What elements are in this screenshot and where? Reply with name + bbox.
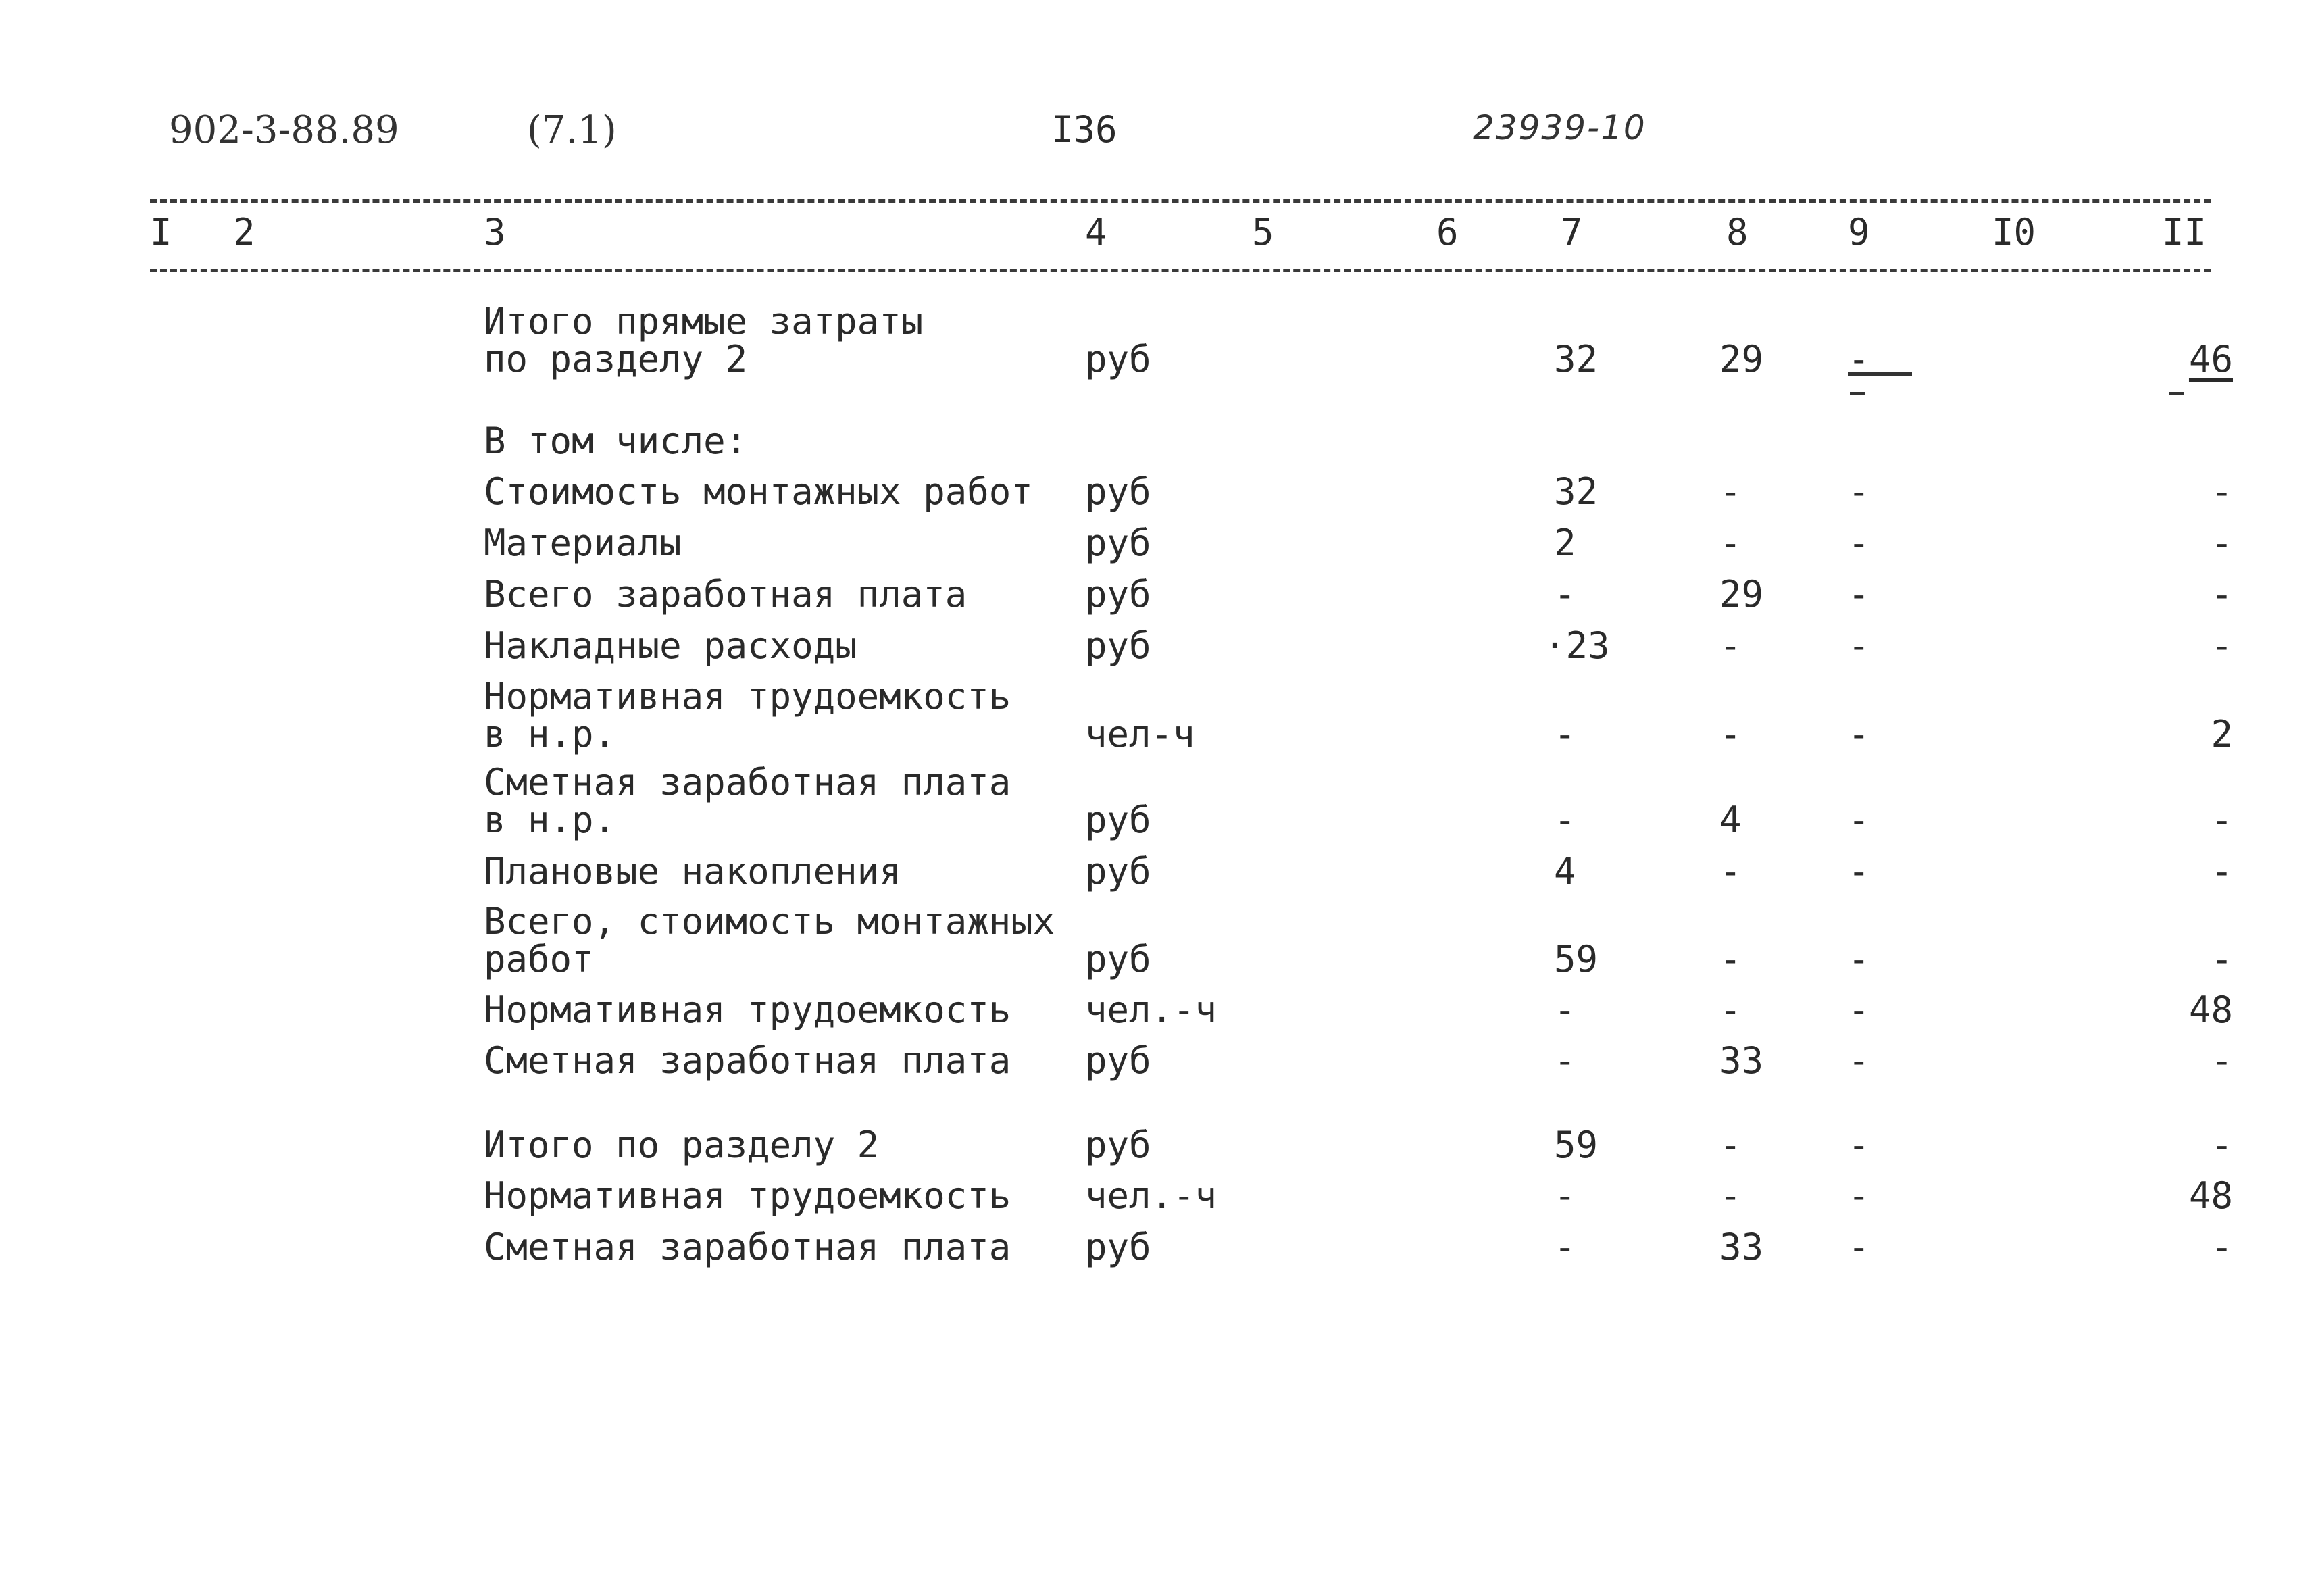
row-unit: руб bbox=[1085, 938, 1151, 980]
row-unit: руб bbox=[1085, 573, 1151, 616]
row-col8-value: 33 bbox=[1719, 1039, 1764, 1082]
row-label: Итого по разделу 2 bbox=[484, 1124, 880, 1166]
col9-total-underline bbox=[1848, 372, 1912, 376]
row-col8-value: - bbox=[1719, 850, 1742, 893]
row-col9-value: - bbox=[1848, 713, 1870, 755]
column-number-8: 8 bbox=[1726, 211, 1749, 253]
row-col8-value: - bbox=[1719, 522, 1742, 564]
row-col9-value: - bbox=[1848, 1174, 1870, 1217]
row-col11-value: - bbox=[2211, 624, 2233, 667]
row-col7-value: 59 bbox=[1554, 1124, 1599, 1166]
row-col9-value: - bbox=[1848, 1124, 1870, 1166]
row-label: Нормативная трудоемкость bbox=[484, 1174, 1011, 1217]
page-number: I36 bbox=[1051, 108, 1117, 151]
row-col11-value: - bbox=[2211, 573, 2233, 616]
table-row-labor-intensity-overhead bbox=[0, 675, 2314, 755]
table-row-overhead bbox=[0, 624, 2314, 681]
row-col9-value: - bbox=[1848, 573, 1870, 616]
column-number-5: 5 bbox=[1252, 211, 1274, 253]
row-col8-value: - bbox=[1719, 713, 1742, 755]
column-number-1: I bbox=[150, 211, 172, 253]
row-col9-value: - bbox=[1848, 989, 1870, 1031]
row-col11-value: - bbox=[2211, 850, 2233, 893]
column-number-4: 4 bbox=[1085, 211, 1107, 253]
row-label-line1: Нормативная трудоемкость bbox=[484, 675, 1011, 718]
row-col7-value: - bbox=[1554, 799, 1576, 841]
table-row-section-estimated-wages bbox=[0, 1228, 2314, 1282]
row-col7-value: 4 bbox=[1554, 850, 1576, 893]
row-label: Материалы bbox=[484, 522, 682, 564]
row-col11-value: 48 bbox=[2188, 989, 2233, 1031]
row-col8-value: - bbox=[1719, 1124, 1742, 1166]
row-unit: руб bbox=[1085, 799, 1151, 841]
col9-total-double-dash bbox=[1850, 392, 1865, 395]
row-label-line1: Сметная заработная плата bbox=[484, 761, 1011, 803]
row-col7-value: 2 bbox=[1554, 522, 1576, 564]
row-label-line1: Итого прямые затраты bbox=[484, 300, 924, 343]
column-number-9: 9 bbox=[1848, 211, 1870, 253]
col11-total-double-dash bbox=[2169, 392, 2184, 395]
row-col11-value: - bbox=[2211, 1226, 2233, 1268]
row-col7-value: - bbox=[1554, 1174, 1576, 1217]
row-col8-value: - bbox=[1719, 470, 1742, 513]
table-row-including bbox=[0, 422, 2314, 476]
table-row-estimated-wages-overhead bbox=[0, 761, 2314, 841]
column-number-7: 7 bbox=[1561, 211, 1583, 253]
table-row-installation-cost bbox=[0, 470, 2314, 527]
table-row-materials bbox=[0, 524, 2314, 578]
row-label-line2: в н.р. bbox=[484, 799, 616, 841]
row-unit: руб bbox=[1085, 1039, 1151, 1082]
row-label-line2: по разделу 2 bbox=[484, 338, 748, 380]
row-label: Сметная заработная плата bbox=[484, 1226, 1011, 1268]
row-col8-value: 29 bbox=[1719, 573, 1764, 616]
row-col7-value: ·23 bbox=[1544, 624, 1610, 667]
row-unit: чел-ч bbox=[1085, 713, 1195, 755]
row-col7-value: - bbox=[1554, 989, 1576, 1031]
row-unit: чел.-ч bbox=[1085, 1174, 1217, 1217]
column-number-6: 6 bbox=[1436, 211, 1459, 253]
row-col9-value: - bbox=[1848, 470, 1870, 513]
row-col9-value: - bbox=[1848, 1039, 1870, 1082]
row-unit: руб bbox=[1085, 1124, 1151, 1166]
row-col7-value: - bbox=[1554, 1039, 1576, 1082]
row-col11-value: - bbox=[2211, 522, 2233, 564]
table-row-section-total bbox=[0, 1126, 2314, 1180]
archive-number: 23939-10 bbox=[1473, 108, 1646, 147]
table-row-total-direct-costs bbox=[0, 300, 2314, 380]
row-col11-value: - bbox=[2211, 1124, 2233, 1166]
row-unit: руб bbox=[1085, 338, 1151, 380]
row-label: Накладные расходы bbox=[484, 624, 857, 667]
column-number-10: I0 bbox=[1992, 211, 2036, 253]
row-col7-value: 59 bbox=[1554, 938, 1599, 980]
row-label: Стоимость монтажных работ bbox=[484, 470, 1033, 513]
row-col8-value: - bbox=[1719, 1174, 1742, 1217]
row-col9-value: - bbox=[1848, 799, 1870, 841]
table-row-total-installation-cost bbox=[0, 900, 2314, 980]
row-col11-value: - bbox=[2211, 799, 2233, 841]
row-col7-value: - bbox=[1554, 573, 1576, 616]
row-col8-value: - bbox=[1719, 989, 1742, 1031]
column-number-3: 3 bbox=[484, 211, 506, 253]
row-label: Нормативная трудоемкость bbox=[484, 989, 1011, 1031]
row-col7-value: - bbox=[1554, 713, 1576, 755]
row-label: Сметная заработная плата bbox=[484, 1039, 1011, 1082]
table-row-labor-intensity bbox=[0, 991, 2314, 1045]
row-label-line1: Всего, стоимость монтажных bbox=[484, 900, 1055, 943]
row-col7-value: - bbox=[1554, 1226, 1576, 1268]
row-col11-value: 2 bbox=[2211, 713, 2233, 755]
row-col9-value: - bbox=[1848, 1226, 1870, 1268]
row-unit: руб bbox=[1085, 850, 1151, 893]
row-col11-value: 48 bbox=[2188, 1174, 2233, 1217]
table-row-section-labor-intensity bbox=[0, 1174, 2314, 1231]
section-number: (7.1) bbox=[527, 108, 617, 152]
row-unit: руб bbox=[1085, 522, 1151, 564]
row-col8-value: 29 bbox=[1719, 338, 1764, 380]
row-unit: руб bbox=[1085, 624, 1151, 667]
table-row-total-wages bbox=[0, 573, 2314, 630]
row-unit: чел.-ч bbox=[1085, 989, 1217, 1031]
row-col7-value: 32 bbox=[1554, 338, 1599, 380]
row-col9-value: - bbox=[1848, 850, 1870, 893]
row-col11-value: - bbox=[2211, 470, 2233, 513]
row-col8-value: 33 bbox=[1719, 1226, 1764, 1268]
row-label-line2: в н.р. bbox=[484, 713, 616, 755]
row-col11-value: 46 bbox=[2188, 338, 2233, 380]
row-col11-value: - bbox=[2211, 938, 2233, 980]
row-label-line2: работ bbox=[484, 938, 594, 980]
header-bottom-rule bbox=[150, 269, 2211, 272]
header-top-rule bbox=[150, 199, 2211, 203]
document-code: 902-3-88.89 bbox=[169, 108, 399, 152]
row-label: В том числе: bbox=[484, 420, 748, 462]
row-col7-value: 32 bbox=[1554, 470, 1599, 513]
row-label: Всего заработная плата bbox=[484, 573, 967, 616]
row-col9-value: - bbox=[1848, 338, 1870, 380]
column-number-2: 2 bbox=[233, 211, 255, 253]
row-col9-value: - bbox=[1848, 938, 1870, 980]
row-unit: руб bbox=[1085, 1226, 1151, 1268]
row-col8-value: - bbox=[1719, 624, 1742, 667]
table-row-estimated-wages bbox=[0, 1039, 2314, 1096]
row-unit: руб bbox=[1085, 470, 1151, 513]
row-col9-value: - bbox=[1848, 522, 1870, 564]
column-number-11: II bbox=[2162, 211, 2207, 253]
row-col8-value: - bbox=[1719, 938, 1742, 980]
row-col9-value: - bbox=[1848, 624, 1870, 667]
row-label: Плановые накопления bbox=[484, 850, 901, 893]
table-row-planned-savings bbox=[0, 850, 2314, 907]
row-col11-value: - bbox=[2211, 1039, 2233, 1082]
row-col8-value: 4 bbox=[1719, 799, 1742, 841]
